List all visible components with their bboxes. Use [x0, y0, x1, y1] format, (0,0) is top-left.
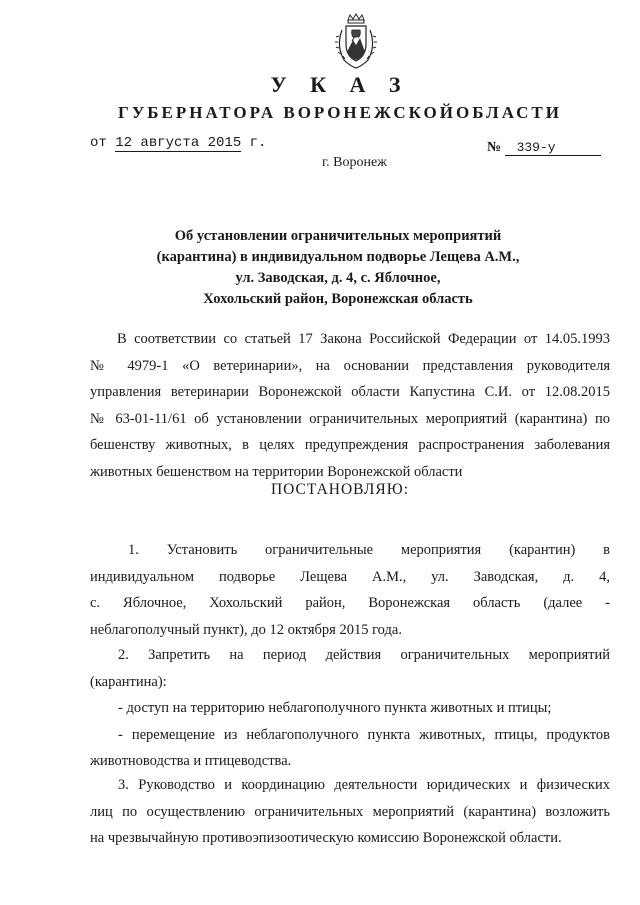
heading-line: ул. Заводская, д. 4, с. Яблочное, [235, 270, 441, 286]
preamble-line: № 4979-1 «О ветеринарии», на основании представления руководителя [90, 357, 610, 374]
preamble-line: № 63-01-11/61 об установлении ограничительных мероприятий (карантина) по [90, 410, 610, 427]
document-number-line [487, 140, 601, 156]
decree-word: ПОСТАНОВЛЯЮ: [270, 481, 410, 498]
item-3-line: лиц по осуществлению ограничительных мероприятий (карантина) возложить [90, 803, 610, 820]
number-sign: № [487, 140, 502, 155]
issuer-title: ГУБЕРНАТОРА ВОРОНЕЖСКОЙОБЛАСТИ [118, 103, 562, 122]
heading-line: Об установлении ограничительных мероприятий [174, 228, 502, 244]
date-suffix: г. [249, 135, 267, 151]
item-1-paragraph [90, 537, 610, 643]
date-value: 12 августа 2015 [115, 135, 242, 151]
item-1-line: индивидуальном подворье Лещева А.М., ул. Заводская, д. 4, [90, 568, 610, 585]
preamble-line: животных бешенством на территории Воронежской области [90, 463, 463, 480]
document-heading [0, 226, 640, 310]
item-3-line: на чрезвычайную противоэпизоотическую комиссию Воронежской области. [90, 830, 562, 846]
item-2-paragraph [90, 642, 610, 775]
coat-of-arms-emblem [332, 12, 380, 72]
item-3-paragraph [90, 772, 610, 852]
preamble-line: управления ветеринарии Воронежской области Капустина С.И. от 12.08.2015 [90, 384, 610, 400]
item-2-line: животноводства и птицеводства. [90, 753, 292, 769]
document-type-title: У К А З [270, 72, 410, 97]
item-1-line: 1. Установить ограничительные мероприятия (карантин) в [128, 542, 610, 558]
item-2-line: 2. Запретить на период действия ограничительных мероприятий [118, 647, 610, 663]
date-prefix: от [90, 135, 107, 151]
item-1-line: с. Яблочное, Хохольский район, Воронежская область (далее - [90, 595, 610, 611]
date-line [90, 135, 266, 151]
item-2-line: (карантина): [90, 673, 167, 690]
item-3-line: 3. Руководство и координацию деятельности юридических и физических [118, 777, 610, 793]
item-1-line: неблагополучный пункт), до 12 октября 2015 года. [90, 621, 402, 638]
item-2-line: - доступ на территорию неблагополучного пункта животных и птицы; [118, 700, 552, 716]
preamble-line: бешенству животных, в целях предупреждения распространения заболевания [90, 437, 610, 453]
preamble-line: В соответствии со статьей 17 Закона Российской Федерации от 14.05.1993 [117, 331, 610, 347]
city-name: г. Воронеж [322, 155, 387, 170]
heading-line: (карантина) в индивидуальном подворье Лещева А.М., [156, 249, 520, 265]
item-2-line: - перемещение из неблагополучного пункта животных, птицы, продуктов [118, 726, 610, 743]
heading-line: Хохольский район, Воронежская область [203, 291, 473, 307]
document-number: 339-у [505, 140, 601, 156]
preamble-paragraph [90, 326, 610, 485]
